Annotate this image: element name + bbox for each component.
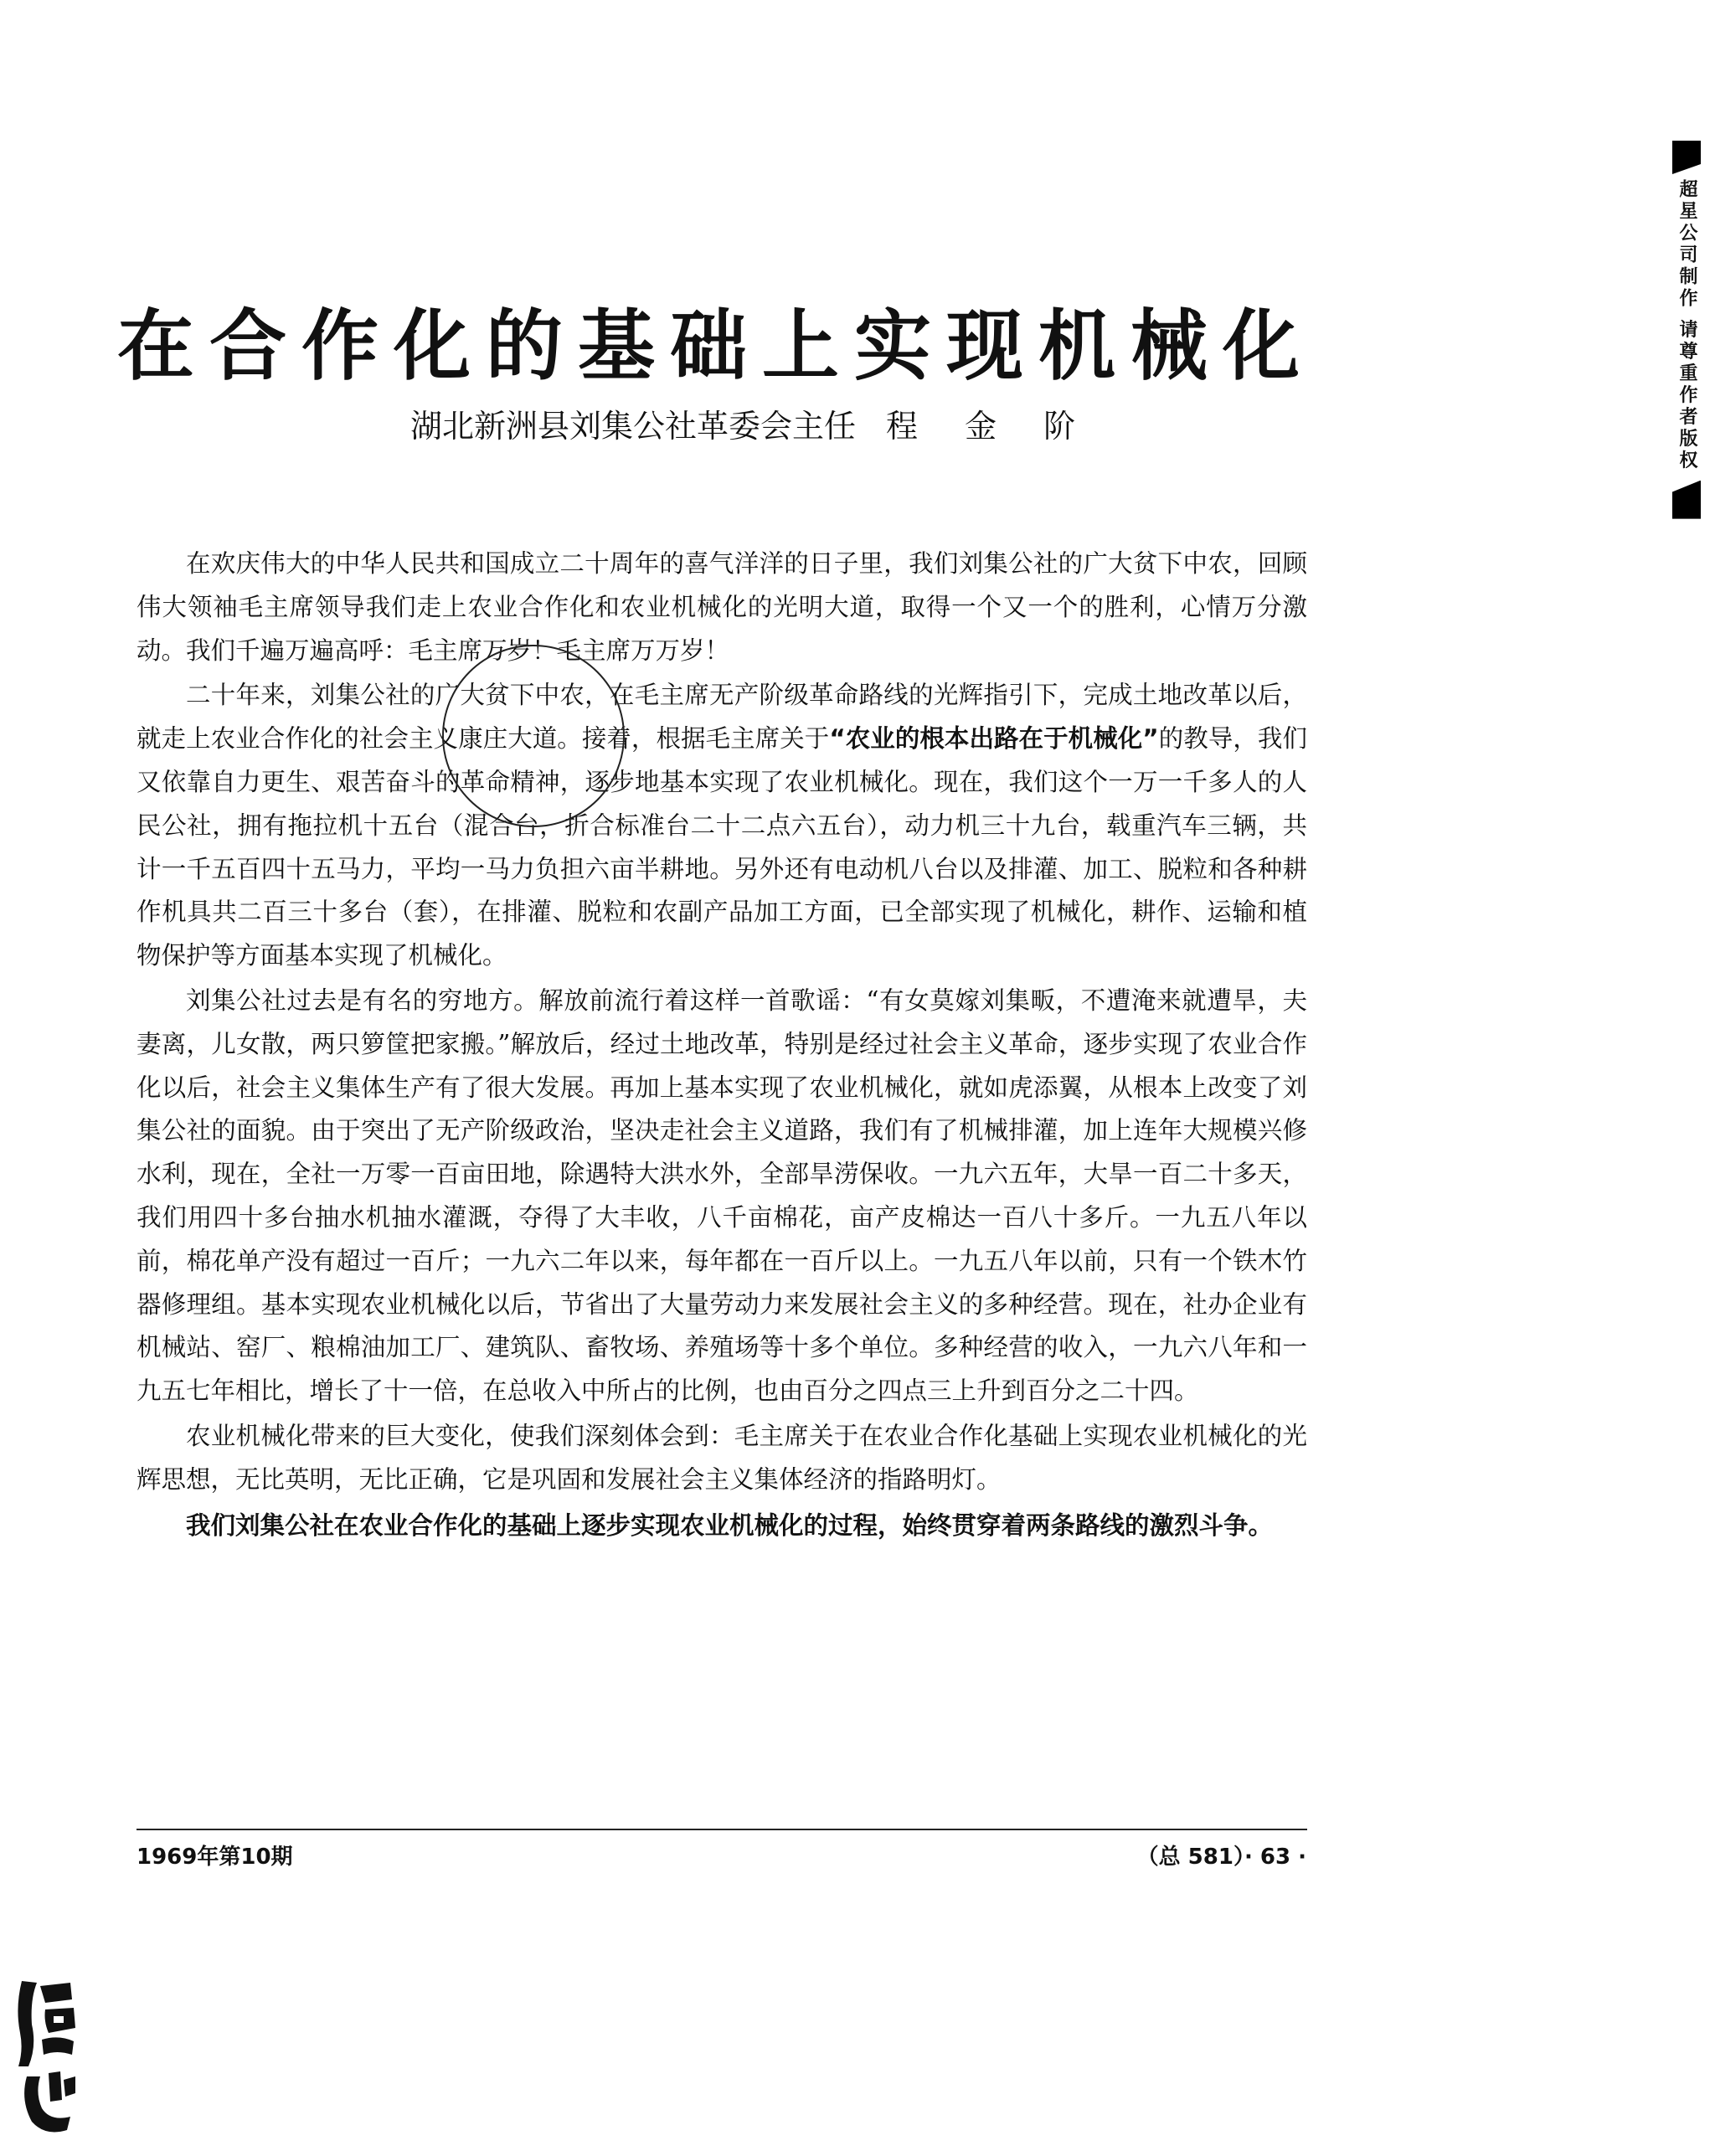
copyright-sidebar <box>1671 141 1702 519</box>
byline-author: 程 金 阶 <box>886 408 1094 445</box>
paragraph-5: 我们刘集公社在农业合作化的基础上逐步实现农业机械化的过程，始终贯穿着两条路线的激烈斗争。 <box>186 1510 1274 1540</box>
byline <box>410 400 1094 446</box>
issue-label: 1969年第10期 <box>136 1845 293 1870</box>
article-title: 在合作化的基础上实现机械化 <box>117 301 1316 391</box>
paragraph-1: 在欢庆伟大的中华人民共和国成立二十周年的喜气洋洋的日子里，我们刘集公社的广大贫下中农，回顾伟大领袖毛主席领导我们走上农业合作化和农业机械化的光明大道，取得一个又一个的胜利，心情万分激动。我们千遍万遍高呼：毛主席万岁！毛主席万万岁！ <box>136 549 1307 665</box>
article-body <box>136 543 1307 1548</box>
byline-organization: 湖北新洲县刘集公社革委会主任 <box>410 408 857 445</box>
paragraph-2 <box>136 674 1307 978</box>
footer-rule <box>136 1829 1307 1830</box>
page-number: （总 581）· 63 · <box>1136 1845 1306 1870</box>
paragraph-2-part-b: 的教导，我们又依靠自力更生、艰苦奋斗的革命精神，逐步地基本实现了农业机械化。现在，我们这个一万一千多人的人民公社，拥有拖拉机十五台（混合台，折合标准台二十二点六五台），动力机三十九台，载重汽车三辆，共计一千五百四十五马力，平均一马力负担六亩半耕地。另外还有电动机八台以及排灌、加工、脱粒和各种耕作机具共二百三十多台（套），在排灌、脱粒和农副产品加工方面，已全部实现了机械化，耕作、运输和植物保护等方面基本实现了机械化。 <box>136 724 1307 970</box>
paragraph-4: 农业机械化带来的巨大变化，使我们深刻体会到：毛主席关于在农业合作化基础上实现农业机械化的光辉思想，无比英明，无比正确，它是巩固和发展社会主义集体经济的指路明灯。 <box>136 1421 1307 1494</box>
copyright-notice: 超星公司制作 请尊重作者版权 <box>1676 179 1697 472</box>
sidebar-bottom-bar <box>1672 481 1701 519</box>
paragraph-3: 刘集公社过去是有名的穷地方。解放前流行着这样一首歌谣：“有女莫嫁刘集畈，不遭淹来就遭旱，夫妻离，儿女散，两只箩筐把家搬。”解放后，经过土地改革，特别是经过社会主义革命，逐步实现了农业合作化以后，社会主义集体生产有了很大发展。再加上基本实现了农业机械化，就如虎添翼，从根本上改变了刘集公社的面貌。由于突出了无产阶级政治，坚决走社会主义道路，我们有了机械排灌，加上连年大规模兴修水利，现在，全社一万零一百亩田地，除遇特大洪水外，全部旱涝保收。一九六五年，大旱一百二十多天，我们用四十多台抽水机抽水灌溉，夺得了大丰收，八千亩棉花，亩产皮棉达一百八十多斤。一九五八年以前，棉花单产没有超过一百斤；一九六二年以来，每年都在一百斤以上。一九五八年以前，只有一个铁木竹器修理组。基本实现农业机械化以后，节省出了大量劳动力来发展社会主义的多种经营。现在，社办企业有机械站、窑厂、粮棉油加工厂、建筑队、畜牧场、养殖场等十多个单位。多种经营的收入，一九六八年和一九五七年相比，增长了十一倍，在总收入中所占的比例，也由百分之四点三上升到百分之二十四。 <box>136 985 1307 1406</box>
bold-quote: “农业的根本出路在于机械化” <box>829 724 1159 754</box>
sidebar-top-bar <box>1672 141 1701 174</box>
circle-stamp-mark <box>442 645 625 827</box>
paragraph-2-part-a: 二十年来，刘集公社的广大贫下中农，在毛主席无产阶级革命路线的光辉指引下，完成土地改革以后，就走上农业合作化的社会主义康庄大道。接着，根据毛主席关于 <box>136 681 1307 754</box>
seal-stamp-icon <box>12 1974 79 2138</box>
